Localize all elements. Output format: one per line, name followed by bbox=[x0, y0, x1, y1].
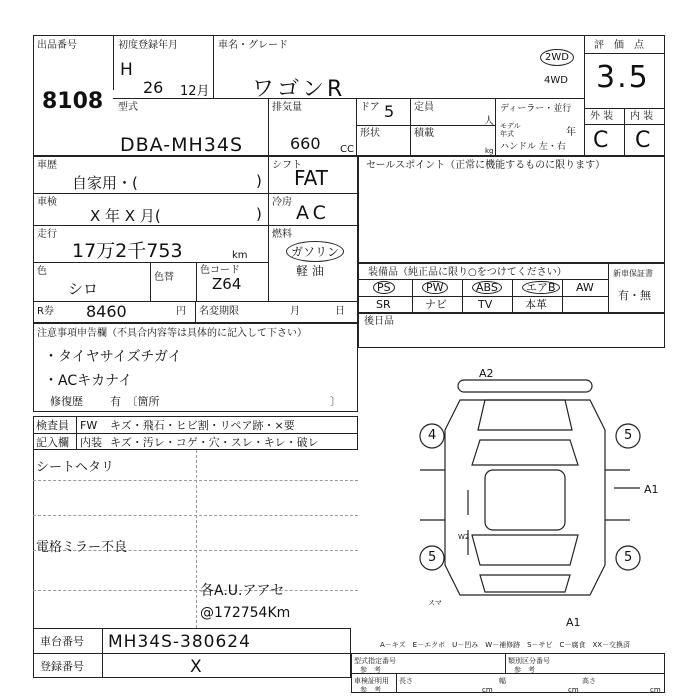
divider bbox=[196, 450, 197, 628]
interior-label: 内装 bbox=[80, 436, 102, 449]
day-unit: 日 bbox=[335, 306, 345, 317]
inspection-label: 車検 bbox=[37, 197, 57, 208]
divider bbox=[396, 673, 397, 693]
type-label: 型式 bbox=[118, 102, 138, 113]
int-grade: C bbox=[635, 128, 651, 153]
displacement-label: 排気量 bbox=[272, 102, 302, 113]
fw-label: FW bbox=[80, 419, 98, 432]
wheel-rr: 5 bbox=[624, 550, 633, 565]
notes-title: 注意事項申告欄（不具合内容等は具体的に記入して下さい） bbox=[37, 328, 307, 339]
divider bbox=[213, 35, 214, 98]
equip-tv: TV bbox=[478, 298, 493, 311]
shape-label: 形状 bbox=[360, 128, 380, 139]
year-unit: 年 bbox=[566, 127, 576, 138]
displacement-value: 660 bbox=[290, 134, 321, 153]
divider bbox=[584, 124, 665, 125]
score-value: 3.5 bbox=[596, 60, 650, 95]
month-unit: 月 bbox=[290, 306, 300, 317]
divider bbox=[584, 53, 665, 54]
warranty-label: 新車保証書 bbox=[613, 269, 653, 278]
memo-seat: シートヘタリ bbox=[36, 460, 115, 475]
recolor-label: 色替 bbox=[154, 272, 174, 283]
repair-value: 有 〔箇所 bbox=[110, 395, 160, 408]
divider bbox=[562, 279, 563, 313]
drive-2wd: 2WD bbox=[540, 49, 574, 66]
class-ref: 参 考 bbox=[514, 666, 535, 674]
diagram-a1-rear: A1 bbox=[566, 616, 581, 629]
equip-navi: ナビ bbox=[425, 298, 447, 311]
type-cert-ref: 参 考 bbox=[360, 666, 381, 674]
dealer-label: ディーラー・並行 bbox=[500, 104, 572, 114]
ext-label: 外 装 bbox=[590, 111, 614, 122]
shift-value: FAT bbox=[294, 166, 329, 190]
history-label: 車歴 bbox=[37, 160, 57, 171]
checker-label: 検査員 bbox=[36, 419, 69, 432]
height-cm: cm bbox=[650, 686, 661, 694]
memo-mileage: @172754Km bbox=[200, 605, 291, 621]
lot-label: 出品番号 bbox=[37, 40, 77, 51]
divider bbox=[268, 225, 358, 226]
divider bbox=[512, 279, 513, 313]
divider bbox=[268, 156, 269, 301]
diagram-legend: A－キズ E－エクボ U－凹み W－補修跡 S－サビ C－腐食 XX－交換済 bbox=[380, 641, 631, 649]
handle-label: ハンドル 左・右 bbox=[500, 142, 566, 152]
mileage-label: 走行 bbox=[37, 229, 57, 240]
yen-unit: 円 bbox=[176, 306, 186, 317]
fuel-diesel: 軽 油 bbox=[296, 264, 324, 278]
diagram-a1-side: A1 bbox=[644, 483, 659, 496]
length-label: 長さ bbox=[399, 677, 413, 685]
divider bbox=[608, 263, 609, 313]
divider bbox=[102, 628, 103, 678]
inspection-value: X 年 X 月( bbox=[90, 207, 161, 225]
chassis-value: MH34S-380624 bbox=[108, 632, 251, 652]
equip-ps: PS bbox=[373, 281, 395, 294]
score-label: 評 価 点 bbox=[594, 40, 644, 51]
aftermarket-label: 後日品 bbox=[364, 316, 394, 327]
first-reg-label: 初度登録年月 bbox=[118, 40, 178, 51]
length-cm: cm bbox=[482, 686, 493, 694]
divider bbox=[33, 590, 358, 591]
ticket-value: 8460 bbox=[86, 302, 127, 321]
kg-unit: kg bbox=[485, 147, 494, 155]
vehicle-cert-ref: 参 考 bbox=[360, 686, 381, 694]
equip-airbag: エアB bbox=[522, 281, 560, 294]
divider bbox=[33, 515, 358, 516]
divider bbox=[33, 480, 358, 481]
car-diagram bbox=[400, 367, 660, 610]
divider bbox=[33, 433, 358, 434]
repair-close: 〕 bbox=[330, 395, 341, 408]
sales-frame bbox=[358, 156, 665, 263]
color-value: シロ bbox=[68, 280, 99, 298]
interior-options: キズ・汚レ・コゲ・穴・スレ・キレ・破レ bbox=[110, 436, 319, 449]
divider bbox=[195, 301, 196, 323]
divider bbox=[412, 279, 413, 313]
km-unit: km bbox=[232, 250, 248, 261]
name-change-label: 名変期限 bbox=[199, 306, 239, 317]
equipment-title: 装備品（純正品に限り○をつけてください） bbox=[368, 267, 567, 278]
fuel-gas: ガソリン bbox=[286, 241, 344, 262]
color-code-label: 色コード bbox=[200, 265, 240, 276]
fuel-label: 燃料 bbox=[272, 229, 292, 240]
vehicle-cert-label: 車検証明用 bbox=[354, 677, 389, 685]
reg-year: 26 bbox=[143, 78, 164, 97]
car-name-label: 車名・グレード bbox=[218, 40, 288, 51]
fw-options: キズ・飛石・ヒビ割・リペア跡・×要 bbox=[110, 419, 295, 432]
divider bbox=[150, 262, 151, 301]
divider bbox=[358, 296, 608, 297]
divider bbox=[495, 98, 496, 156]
height-label: 高さ bbox=[582, 677, 596, 685]
equip-aw: AW bbox=[576, 281, 594, 294]
model-year-label: モデル年式 bbox=[500, 122, 521, 138]
notes-line1: ・タイヤサイズチガイ bbox=[44, 349, 182, 365]
ac-value: AC bbox=[296, 202, 330, 224]
divider bbox=[268, 98, 269, 156]
memo-mirror: 電格ミラー不良 bbox=[36, 540, 128, 555]
type-value: DBA-MH34S bbox=[120, 134, 244, 156]
reg-value: X bbox=[190, 657, 202, 677]
ticket-label: R券 bbox=[37, 306, 54, 317]
divider bbox=[410, 98, 411, 156]
diagram-w2: W2 bbox=[458, 533, 470, 541]
divider bbox=[351, 673, 665, 674]
history-close: ) bbox=[256, 172, 262, 190]
capacity-label: 定員 bbox=[414, 102, 434, 113]
diagram-a2: A2 bbox=[479, 367, 494, 380]
equip-abs: ABS bbox=[472, 281, 502, 294]
memo-au: 各A.U.アアセ bbox=[200, 583, 285, 599]
divider bbox=[113, 35, 114, 90]
reg-label: 登録番号 bbox=[40, 660, 84, 673]
width-cm: cm bbox=[568, 686, 579, 694]
divider bbox=[33, 653, 351, 654]
diagram-sumo: スマ bbox=[428, 599, 442, 607]
doors-value: 5 bbox=[384, 102, 395, 121]
wheel-fl: 4 bbox=[428, 428, 437, 443]
cc-unit: CC bbox=[340, 144, 354, 155]
width-label: 幅 bbox=[499, 677, 506, 685]
divider bbox=[33, 450, 34, 628]
wheel-rl: 5 bbox=[428, 550, 437, 565]
lot-number: 8108 bbox=[42, 89, 104, 114]
int-label: 内 装 bbox=[630, 111, 654, 122]
doors-label: ドア bbox=[360, 102, 380, 113]
chassis-label: 車台番号 bbox=[40, 635, 84, 648]
divider bbox=[76, 416, 77, 450]
divider bbox=[356, 125, 495, 126]
history-value: 自家用・( bbox=[72, 174, 138, 192]
repair-label: 修復歴 bbox=[50, 395, 83, 408]
type-cert-label: 型式指定番号 bbox=[354, 657, 396, 665]
equip-sr: SR bbox=[376, 298, 391, 311]
car-name: ワゴンR bbox=[252, 77, 346, 102]
divider bbox=[462, 279, 463, 313]
sales-point-label: セールスポイント（正常に機能するものに限ります） bbox=[366, 160, 606, 171]
divider bbox=[505, 653, 506, 673]
equip-pw: PW bbox=[422, 281, 448, 294]
divider bbox=[358, 279, 608, 280]
equip-leather: 本革 bbox=[525, 298, 547, 311]
aftermarket-frame bbox=[358, 313, 665, 348]
mileage-value: 17万2千753 bbox=[72, 240, 183, 262]
class-label: 類別区分番号 bbox=[508, 657, 550, 665]
warranty-value: 有・無 bbox=[618, 289, 651, 302]
divider bbox=[33, 193, 358, 194]
writer-label: 記入欄 bbox=[36, 436, 69, 449]
color-code-value: Z64 bbox=[212, 275, 242, 293]
divider bbox=[196, 262, 197, 301]
drive-4wd: 4WD bbox=[544, 75, 568, 86]
notes-line2: ・ACキカナイ bbox=[44, 373, 133, 389]
shift-label: シフト bbox=[272, 160, 302, 171]
reg-month: 12月 bbox=[180, 84, 210, 99]
ac-label: 冷房 bbox=[272, 197, 292, 208]
divider bbox=[624, 108, 625, 156]
color-label: 色 bbox=[37, 266, 47, 277]
load-label: 積載 bbox=[414, 128, 434, 139]
person-unit: 人 bbox=[484, 116, 494, 127]
reg-era: H bbox=[120, 60, 133, 80]
inspection-close: ) bbox=[256, 205, 262, 223]
divider bbox=[356, 98, 357, 156]
ext-grade: C bbox=[593, 128, 609, 153]
wheel-fr: 5 bbox=[624, 428, 633, 443]
